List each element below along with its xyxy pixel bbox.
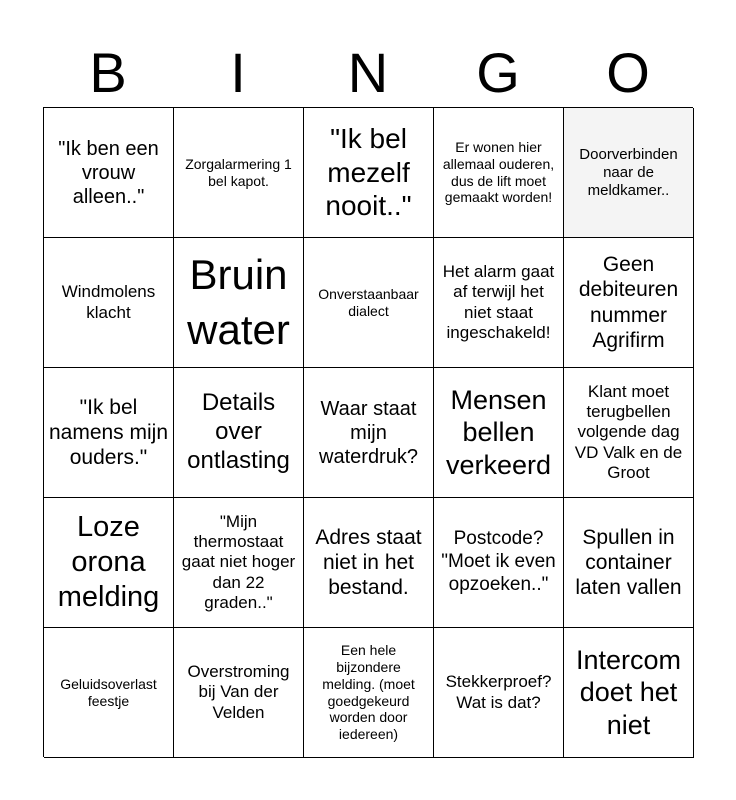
bingo-cell: Een hele bijzondere melding. (moet goedgekeurd worden door iedereen) [304, 628, 434, 758]
bingo-cell: Onverstaanbaar dialect [304, 238, 434, 368]
bingo-card [43, 107, 693, 757]
bingo-cell: Het alarm gaat af terwijl het niet staat ingeschakeld! [434, 238, 564, 368]
bingo-cell: Intercom doet het niet [564, 628, 694, 758]
bingo-cell: Er wonen hier allemaal ouderen, dus de lift moet gemaakt worden! [434, 108, 564, 238]
bingo-cell: Mensen bellen verkeerd [434, 368, 564, 498]
bingo-cell: Stekkerproef? Wat is dat? [434, 628, 564, 758]
bingo-cell: Spullen in container laten vallen [564, 498, 694, 628]
header-letter-g: G [476, 41, 520, 104]
bingo-cell: "Ik bel namens mijn ouders." [44, 368, 174, 498]
bingo-header [43, 40, 693, 106]
header-letter-i: I [230, 41, 246, 104]
header-letter-b: B [89, 41, 127, 104]
bingo-cell: Geluidsoverlast feestje [44, 628, 174, 758]
bingo-cell: Loze orona melding [44, 498, 174, 628]
bingo-cell: Klant moet terugbellen volgende dag VD Valk en de Groot [564, 368, 694, 498]
header-letter-n: N [347, 41, 389, 104]
header-letter-o: O [606, 41, 650, 104]
bingo-cell: Postcode? "Moet ik even opzoeken.." [434, 498, 564, 628]
bingo-cell: Details over ontlasting [174, 368, 304, 498]
bingo-cell: Adres staat niet in het bestand. [304, 498, 434, 628]
bingo-cell: "Mijn thermostaat gaat niet hoger dan 22 graden.." [174, 498, 304, 628]
bingo-cell: "Ik ben een vrouw alleen.." [44, 108, 174, 238]
bingo-cell: "Ik bel mezelf nooit.." [304, 108, 434, 238]
bingo-cell: Bruin water [174, 238, 304, 368]
bingo-cell: Waar staat mijn waterdruk? [304, 368, 434, 498]
bingo-cell: Geen debiteuren nummer Agrifirm [564, 238, 694, 368]
bingo-cell-free: Doorverbinden naar de meldkamer.. [564, 108, 694, 238]
bingo-cell: Overstroming bij Van der Velden [174, 628, 304, 758]
bingo-cell: Windmolens klacht [44, 238, 174, 368]
bingo-cell: Zorgalarmering 1 bel kapot. [174, 108, 304, 238]
